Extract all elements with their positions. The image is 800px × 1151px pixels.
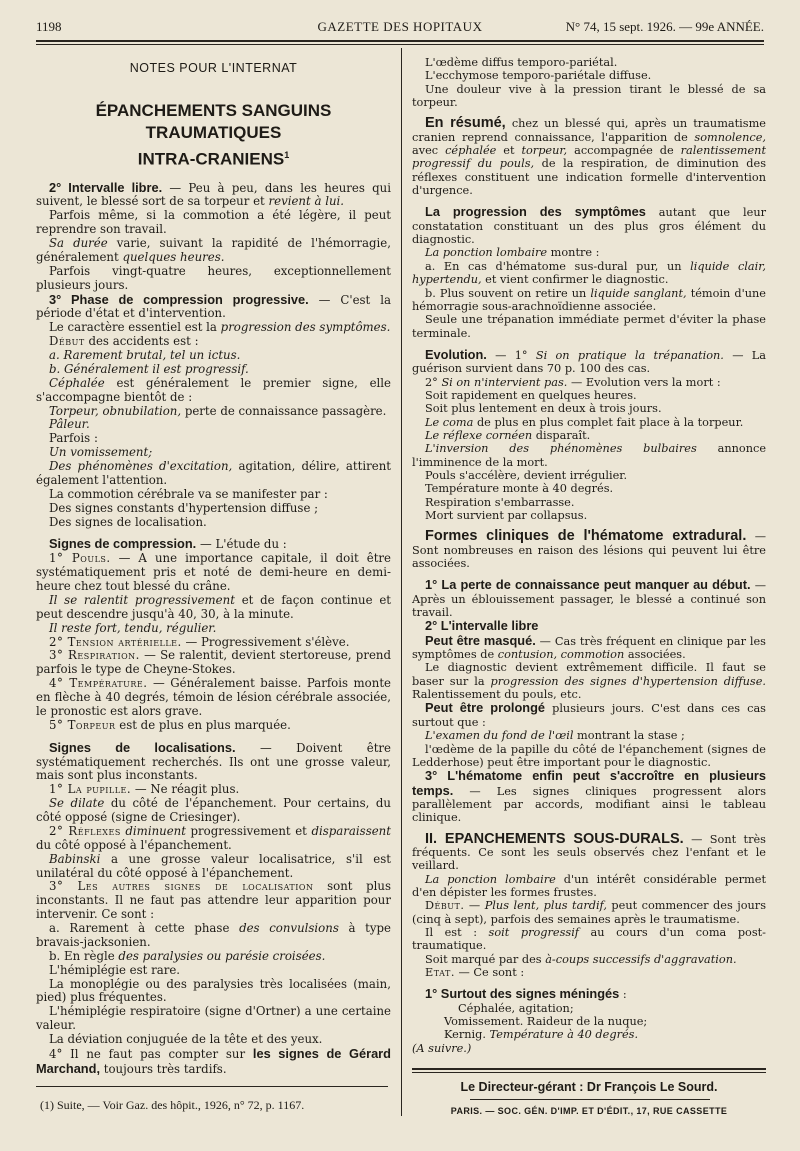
paragraph: l'œdème de la papille du côté de l'épanchement (signes de Ledderhose) peut être important pour le diagnostic. [412,742,766,769]
paragraph: 2° Tension artérielle. — Progressivement s'élève. [49,634,350,649]
paragraph: En résumé, chez un blessé qui, après un traumatisme cranien reprend connaissance, l'apparition de somnolence, avec céphalée et torpeur, accompagnée de ralentissement progressif du pouls, de la respiration, de diminution des réflexes constituent une indication formelle d'intervention d'urgence. [412,115,767,198]
subheading: Signes de compression. [49,536,197,552]
paragraph: 3° Les autres signes de localisation sont plus inconstants. Il ne faut pas attendre leur apparition pour intervenir. Ce sont : [36,879,391,922]
paragraph: Soit rapidement en quelques heures. [425,388,637,402]
article-title-line1: ÉPANCHEMENTS SANGUINS TRAUMATIQUES [95,100,332,142]
paragraph: La monoplégie ou des paralysies très localisées (main, pied) plus fréquentes. [36,976,391,1005]
paragraph: L'hémiplégie respiratoire (signe d'Ortner) a une certaine valeur. [36,1004,391,1033]
header-rule-thin [36,44,764,45]
paragraph: b. Plus souvent on retire un liquide sanglant, témoin d'une hémorragie sous-arachnoïdienne associée. [412,286,766,313]
paragraph: Des phénomènes d'excitation, agitation, délire, attirent également l'attention. [36,459,391,487]
paragraph: Signes de compression. — L'étude du : [49,536,287,552]
paragraph: L'œdème diffus temporo-pariétal. [425,56,618,69]
subheading: 3° Phase de compression progressive. [49,291,309,307]
paragraph: Parfois même, si la commotion a été légère, il peut reprendre son travail. [36,208,391,237]
subheading: La progression des symptômes [425,204,646,220]
paragraph: a. En cas d'hématome sus-dural pur, un liquide clair, hypertendu, et vient confirmer le diagnostic. [412,259,766,287]
paragraph: La progression des symptômes autant que leur constatation constituant un des plus gros élément du diagnostic. [412,204,766,247]
paragraph: Signes de localisations. — Doivent être systématiquement recherchés. Ils ont une grosse valeur, mais sont plus inconstants. [36,739,391,783]
article-title-line2: INTRA-CRANIENS [137,149,285,169]
section-label: NOTES POUR L'INTERNAT [129,61,298,75]
paragraph: Céphalée est généralement le premier signe, elle s'accompagne bientôt de : [36,375,391,404]
paragraph: Céphalée, agitation; [458,1001,574,1015]
paragraph: 5° Torpeur est de plus en plus marquée. [49,717,291,732]
paragraph: Parfois vingt-quatre heures, exceptionnellement plusieurs jours. [36,263,391,292]
to-be-continued: (A suivre.) [412,1041,472,1055]
paragraph: 3° Respiration. — Se ralentit, devient stertoreuse, prend parfois le type de Cheyne-Stokes. [36,648,391,677]
director-line: Le Directeur-gérant : Dr François Le Sourd. [460,1080,718,1094]
paragraph: Babinski a une grosse valeur localisatrice, s'il est unilatéral du côté opposé à l'épanchement. [36,851,391,880]
paragraph: 3° Phase de compression progressive. — C'est la période d'état et d'intervention. [36,291,391,321]
paragraph: Température monte à 40 degrés. [425,482,614,496]
section-heading: II. EPANCHEMENTS SOUS-DURALS. [425,830,684,847]
article-title [36,100,391,171]
subheading: 3° L'hématome enfin peut s'accroître en plusieurs temps. [412,768,766,798]
paragraph [412,619,766,633]
paragraph: Il se ralentit progressivement et de façon continue et peut descendre jusqu'à 40, 30, à la minute. [36,592,391,621]
printer-imprint: PARIS. — SOC. GÉN. D'IMP. ET D'ÉDIT., 17, RUE CASSETTE [450,1106,728,1116]
paragraph: Un vomissement; [49,445,153,460]
paragraph: Pouls s'accélère, devient irrégulier. [425,468,628,482]
paragraph: L'inversion des phénomènes bulbaires annonce l'imminence de la mort. [412,442,767,469]
paragraph: Début. — Plus lent, plus tardif, peut commencer des jours (cinq à sept), parfois des semaines après le traumatisme. [412,899,766,926]
header-rule-thick [36,40,764,42]
subheading: Peut être prolongé [425,700,546,716]
paragraph: Une douleur vive à la pression tirant le blessé de sa torpeur. [412,82,766,110]
subheading: 2° Intervalle libre. [49,179,163,195]
paragraph: b. Généralement il est progressif. [49,361,249,376]
left-column [36,56,391,1077]
paragraph: Vomissement. Raideur de la nuque; [444,1015,648,1029]
journal-title: GAZETTE DES HOPITAUX [317,19,483,34]
paragraph: Kernig. Température à 40 degrés. [444,1028,639,1042]
paragraph: Des signes constants d'hypertension diffuse ; [49,500,319,515]
paragraph: Sa durée varie, suivant la rapidité de l'hémorragie, généralement quelques heures. [36,236,391,264]
paragraph: 1° Pouls. — A une importance capitale, il doit être systématiquement pris et noté de demi-heure en demi-heure chez tout blessé du crâne. [36,551,391,594]
paragraph: Se dilate du côté de l'épanchement. Pour certains, du côté opposé (signe de Criesinger). [36,796,391,825]
paragraph: Parfois : [49,431,98,446]
paragraph: Torpeur, obnubilation, perte de connaissance passagère. [49,403,387,418]
footer-rule-thick [412,1068,766,1070]
section-heading: Formes cliniques de l'hématome extradural. [425,528,747,545]
paragraph: II. EPANCHEMENTS SOUS-DURALS. — Sont très fréquents. Ce sont les seuls observés chez l'enfant et le veillard. [412,830,766,873]
imprint-rule [470,1099,710,1100]
paragraph: Formes cliniques de l'hématome extradural. — Sont nombreuses en raison des lésions qui peuvent lui être associées. [412,528,767,571]
issue-dateline: N° 74, 15 sept. 1926. — 99e ANNÉE. [565,19,764,34]
paragraph: 2° Réflexes diminuent progressivement et disparaissent du côté opposé à l'épanchement. [36,823,391,852]
paragraph: La ponction lombaire d'un intérêt considérable permet d'en dépister les formes frustes. [412,872,766,899]
paragraph: b. En règle des paralysies ou parésie croisées. [49,948,326,963]
footnote: (1) Suite, — Voir Gaz. des hôpit., 1926, n° 72, p. 1167. [40,1098,305,1112]
paragraph: L'examen du fond de l'œil montrant la stase ; [425,729,685,743]
footnote-rule [36,1086,388,1087]
paragraph: Il reste fort, tendu, régulier. [49,620,217,635]
paragraph: L'ecchymose temporo-pariétale diffuse. [425,69,652,83]
paragraph: La commotion cérébrale va se manifester par : [49,486,328,501]
paragraph: Le diagnostic devient extrêmement difficile. Il faut se baser sur la progression des signes d'hypertension diffuse. Ralentissement du pouls, etc. [412,661,766,702]
paragraph: 1° La pupille. — Ne réagit plus. [49,782,240,797]
paragraph: Des signes de localisation. [49,514,207,529]
paragraph: 2° Si on n'intervient pas. — Evolution vers la mort : [425,375,721,389]
paragraph: Le coma de plus en plus complet fait place à la torpeur. [425,415,744,429]
paragraph: Soit plus lentement en deux à trois jours. [425,402,662,416]
paragraph: L'hémiplégie est rare. [49,962,181,977]
paragraph: Evolution. — 1° Si on pratique la trépanation. — La guérison survient dans 70 p. 100 des cas. [412,346,767,376]
paragraph: 3° L'hématome enfin peut s'accroître en plusieurs temps. — Les signes cliniques progressent alors parallèlement par accords, modifiant ainsi le tableau clinique. [412,768,766,825]
paragraph: Il est : soit progressif au cours d'un coma post-traumatique. [412,925,767,953]
running-header [36,15,764,37]
subheading: 1° La perte de connaissance peut manquer au début. [425,577,751,593]
footnote-marker: 1 [284,149,290,160]
subheading: 2° L'intervalle libre [425,618,539,634]
subheading: En résumé, [425,115,506,132]
paragraph: a. Rarement à cette phase des convulsions à type bravais-jacksonien. [36,921,391,949]
paragraph: Etat. — Ce sont : [425,966,525,979]
paragraph: 2° Intervalle libre. — Peu à peu, dans les heures qui suivent, le blessé sort de sa torpeur et revient à lui. [36,179,391,209]
paragraph: Soit marqué par des à-coups successifs d'aggravation. [425,952,737,966]
subheading: Peut être masqué. [425,632,536,648]
paragraph: Début des accidents est : [49,334,199,349]
paragraph: 1° Surtout des signes méningés : [425,986,627,1002]
subheading: 1° Surtout des signes méningés [425,986,620,1002]
paragraph: Le réflexe cornéen disparaît. [425,428,591,442]
page-number: 1198 [36,19,62,34]
paragraph: Le caractère essentiel est la progression des symptômes. [49,320,391,335]
paragraph: La déviation conjuguée de la tête et des yeux. [49,1032,323,1047]
paragraph: 4° Il ne faut pas compter sur les signes de Gérard Marchand, toujours très tardifs. [36,1045,391,1076]
subheading: Evolution. [425,346,487,362]
paragraph: Peut être masqué. — Cas très fréquent en clinique par les symptômes de contusion, commotion associées. [412,632,766,662]
right-column [412,56,766,1055]
paragraph: 4° Température. — Généralement baisse. Parfois monte en flèche à 40 degrés, témoin de lésion cérébrale associée, le pronostic est alors grave. [36,676,391,718]
subheading: Signes de localisations. [49,739,236,755]
paragraph: Respiration s'embarrasse. [425,495,575,509]
paragraph: 1° La perte de connaissance peut manquer au début. — Après un éblouissement passager, le blessé a continué son travail. [412,577,767,620]
footer-rule-thin [412,1072,766,1073]
column-divider [401,48,402,1116]
paragraph: La ponction lombaire montre : [425,246,600,260]
paragraph: Peut être prolongé plusieurs jours. C'est dans ces cas surtout que : [412,700,766,729]
paragraph: Seule une trépanation immédiate permet d'éviter la phase terminale. [412,313,766,340]
paragraph: Pâleur. [49,417,90,432]
paragraph: Mort survient par collapsus. [425,509,588,522]
paragraph: a. Rarement brutal, tel un ictus. [49,348,241,363]
